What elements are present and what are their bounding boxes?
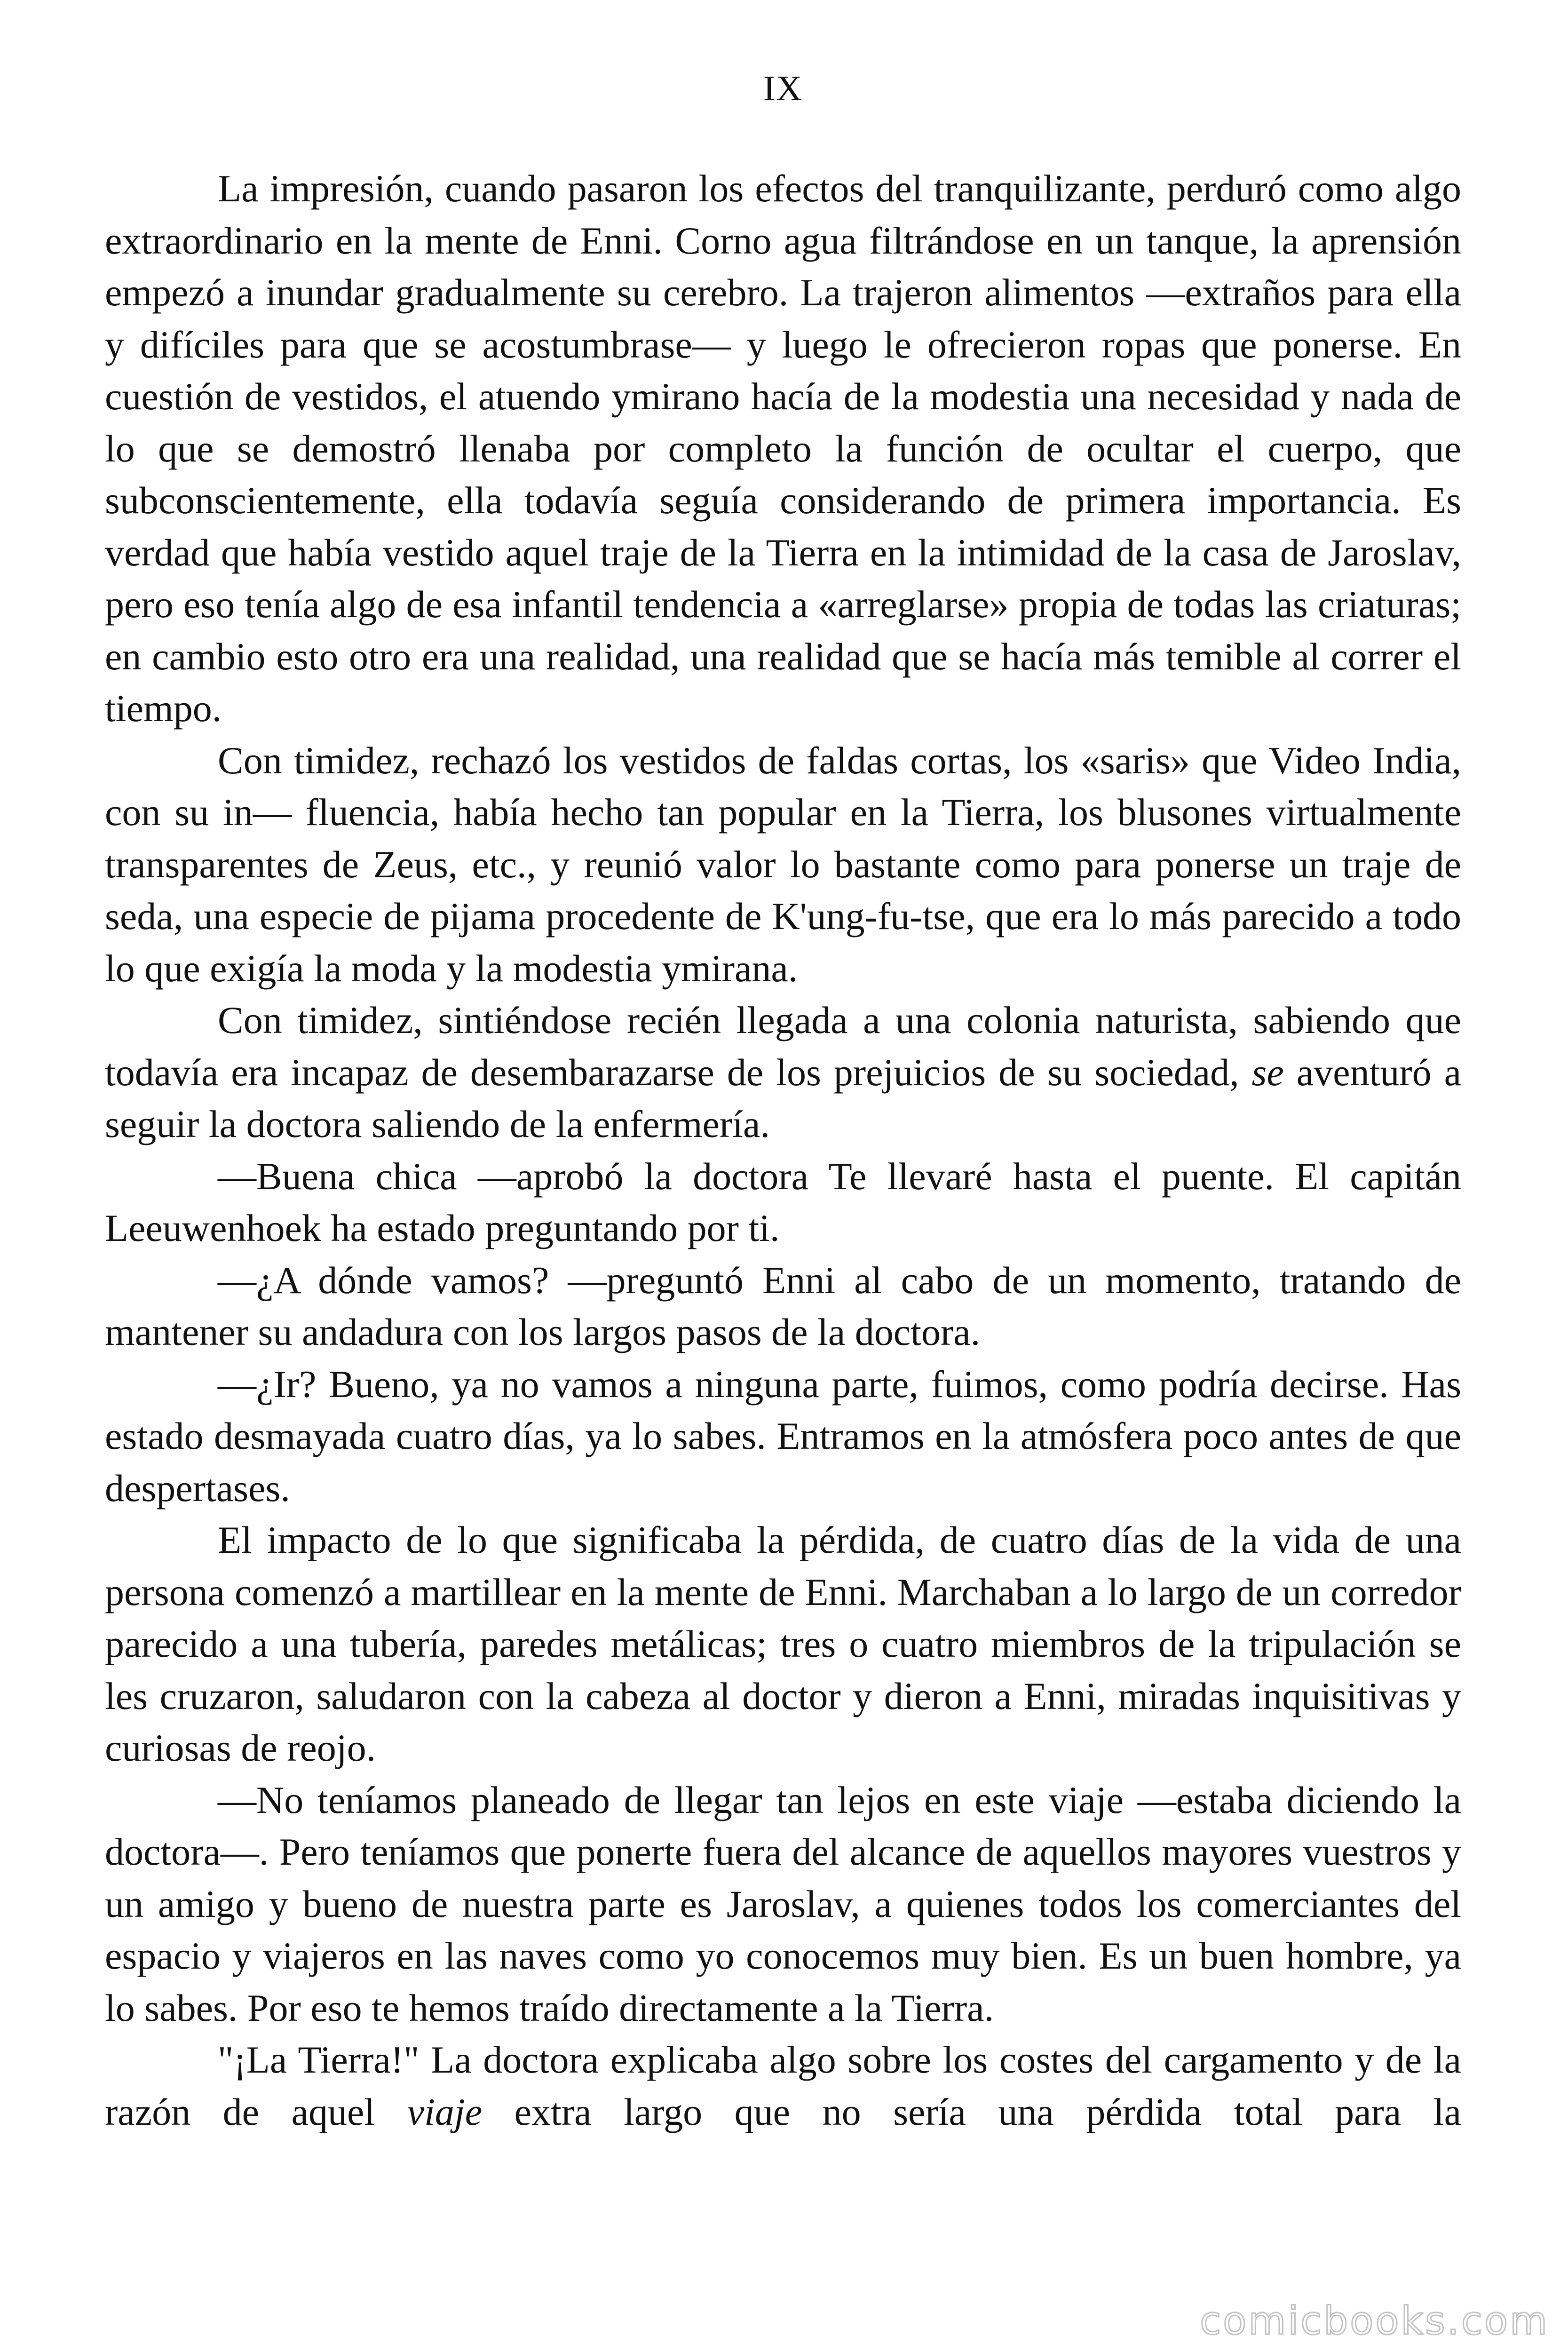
text-run: —¿A dónde vamos? —preguntó Enni al cabo de un momento, tratando de mantener su andadura con los largos pasos de la doctora. — [105, 1258, 1461, 1353]
text-run: "¡La Tierra!" La doctora explicaba algo sobre los costes del cargamento y de la razón de aquel — [105, 2038, 1461, 2133]
text-run: aventuró a seguir la doctora saliendo de la enfermería. — [105, 1050, 1461, 1145]
watermark: comicbooks.com — [1200, 2299, 1549, 2344]
paragraph — [105, 2034, 1461, 2138]
paragraph — [105, 1255, 1461, 1359]
italic-text: se — [1251, 1050, 1284, 1094]
italic-text: viaje — [407, 2090, 483, 2133]
paragraph — [105, 163, 1461, 735]
text-run: —No teníamos planeado de llegar tan lejos en este viaje —estaba diciendo la doctora—. Pero teníamos que ponerte fuera del alcance de aquellos mayores vuestros y un amigo y bueno de nuestra parte es Jaroslav, a quienes todos los comerciantes del espacio y viajeros en las naves como yo conocemos muy bien. Es un buen hombre, ya lo sabes. Por eso te hemos traído directamente a la Tierra. — [105, 1778, 1461, 2029]
text-run: La impresión, cuando pasaron los efectos del tranquilizante, perduró como algo extraordinario en la mente de Enni. Corno agua filtrándose en un tanque, la aprensión empezó a inundar gradualmente su cerebro. La trajeron alimentos —extraños para ella y difíciles para que se acostumbrase— y luego le ofrecieron ropas que ponerse. En cuestión de vestidos, el atuendo ymirano hacía de la modestia una necesidad y nada de lo que se demostró llenaba por completo la función de ocultar el cuerpo, que subconscientemente, ella todavía seguía considerando de primera importancia. Es verdad que había vestido aquel traje de la Tierra en la intimidad de la casa de Jaroslav, pero eso tenía algo de esa infantil tendencia a «arreglarse» propia de todas las criaturas; en cambio esto otro era una realidad, una realidad que se hacía más temible al correr el tiempo. — [105, 167, 1461, 730]
paragraph — [105, 1151, 1461, 1255]
paragraph — [105, 1514, 1461, 1774]
chapter-body — [105, 163, 1461, 2138]
text-run: —Buena chica —aprobó la doctora Te llevaré hasta el puente. El capitán Leeuwenhoek ha estado preguntando por ti. — [105, 1154, 1461, 1249]
paragraph — [105, 1774, 1461, 2034]
paragraph — [105, 994, 1461, 1151]
chapter-heading: IX — [763, 69, 803, 108]
paragraph — [105, 735, 1461, 995]
paragraph — [105, 1359, 1461, 1515]
text-run: Con timidez, rechazó los vestidos de faldas cortas, los «saris» que Video India, con su in— fluencia, había hecho tan popular en la Tierra, los blusones virtualmente transparentes de Zeus, etc., y reunió valor lo bastante como para ponerse un traje de seda, una especie de pijama procedente de K'ung-fu-tse, que era lo más parecido a todo lo que exigía la moda y la modestia ymirana. — [105, 739, 1461, 990]
text-run: El impacto de lo que significaba la pérdida, de cuatro días de la vida de una persona comenzó a martillear en la mente de Enni. Marchaban a lo largo de un corredor parecido a una tubería, paredes metálicas; tres o cuatro miembros de la tripulación se les cruzaron, saludaron con la cabeza al doctor y dieron a Enni, miradas inquisitivas y curiosas de reojo. — [105, 1518, 1461, 1769]
text-run: —¿Ir? Bueno, ya no vamos a ninguna parte, fuimos, como podría decirse. Has estado desmayada cuatro días, ya lo sabes. Entramos en la atmósfera poco antes de que despertases. — [105, 1362, 1461, 1510]
text-run: extra largo que no sería una pérdida total para la — [482, 2090, 1461, 2133]
book-page — [105, 71, 1461, 2138]
text-run: Con timidez, sintiéndose recién llegada a una colonia naturista, sabiendo que todavía era incapaz de desembarazarse de los prejuicios de su sociedad, — [105, 999, 1461, 1094]
